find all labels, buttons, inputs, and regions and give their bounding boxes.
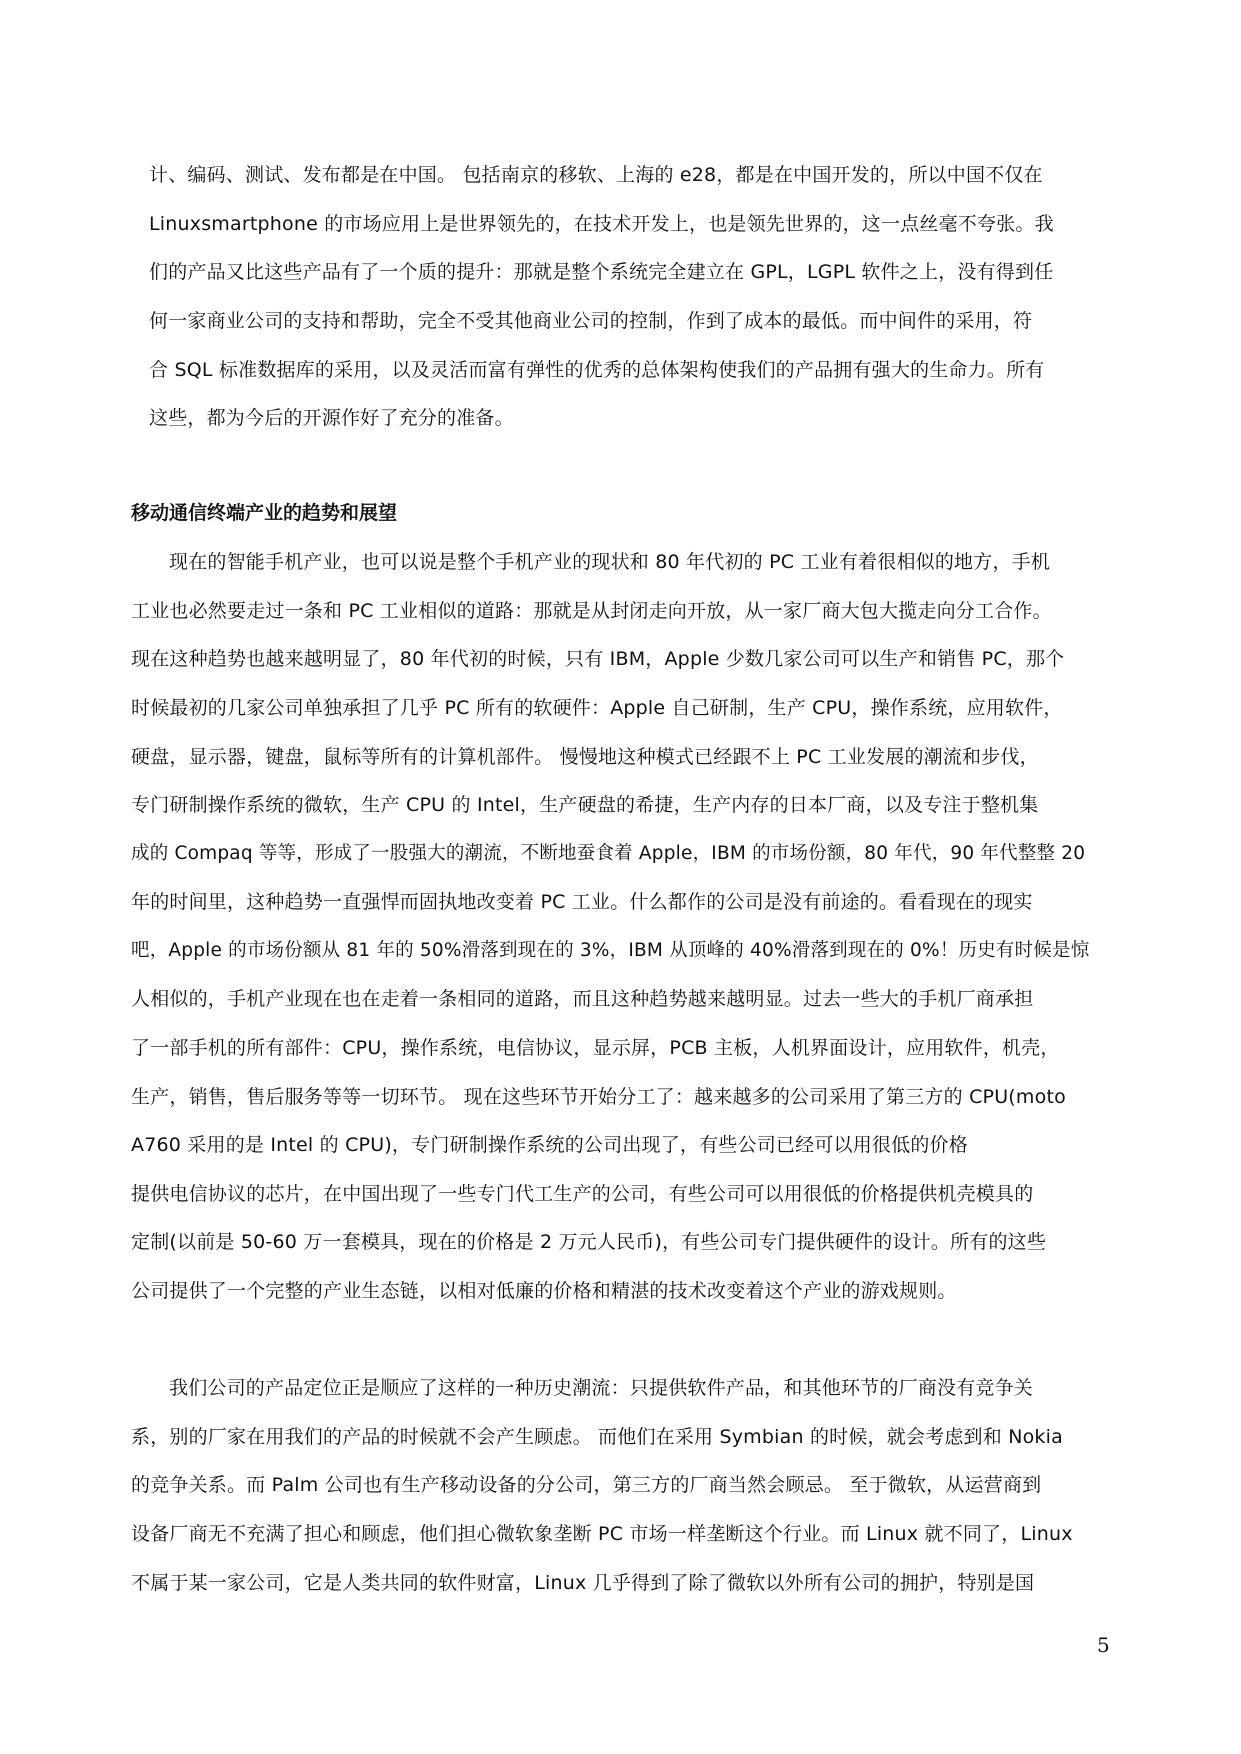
text-line: 硬盘，显示器，键盘，鼠标等所有的计算机部件。 慢慢地这种模式已经跟不上 PC 工业发展的潮流和步伐， bbox=[131, 746, 1039, 768]
text-line: 这些，都为今后的开源作好了充分的准备。 bbox=[149, 407, 514, 429]
text-line: 年的时间里，这种趋势一直强悍而固执地改变着 PC 工业。什么都作的公司是没有前途的。看看现在的现实 bbox=[131, 891, 1033, 913]
text-line: 生产，销售，售后服务等等一切环节。 现在这些环节开始分工了：越来越多的公司采用了第三方的 CPU(moto bbox=[131, 1086, 1066, 1108]
text-line: 设备厂商无不充满了担心和顾虑，他们担心微软象垄断 PC 市场一样垄断这个行业。而 Linux 就不同了，Linux bbox=[131, 1523, 1073, 1545]
text-line: 提供电信协议的芯片，在中国出现了一些专门代工生产的公司，有些公司可以用很低的价格提供机壳模具的 bbox=[131, 1183, 1034, 1205]
text-line: 不属于某一家公司，它是人类共同的软件财富，Linux 几乎得到了除了微软以外所有公司的拥护，特别是国 bbox=[131, 1572, 1035, 1594]
text-line: 吧，Apple 的市场份额从 81 年的 50%滑落到现在的 3%，IBM 从顶峰的 40%滑落到现在的 0%！历史有时候是惊 bbox=[131, 940, 1090, 961]
text-line: 专门研制操作系统的微软，生产 CPU 的 Intel，生产硬盘的希捷，生产内存的日本厂商，以及专注于整机集 bbox=[131, 794, 1039, 816]
text-line: 成的 Compaq 等等，形成了一股强大的潮流，不断地蚕食着 Apple，IBM 的市场份额，80 年代，90 年代整整 20 bbox=[131, 843, 1086, 864]
text-line: 的竞争关系。而 Palm 公司也有生产移动设备的分公司，第三方的厂商当然会顾忌。 至于微软，从运营商到 bbox=[131, 1474, 1042, 1496]
text-line: 人相似的，手机产业现在也在走着一条相同的道路，而且这种趋势越来越明显。过去一些大的手机厂商承担 bbox=[131, 988, 1034, 1010]
text-line: 何一家商业公司的支持和帮助，完全不受其他商业公司的控制，作到了成本的最低。而中间件的采用，符 bbox=[149, 310, 1033, 332]
text-line: 计、编码、测试、发布都是在中国。 包括南京的移软、上海的 e28，都是在中国开发的，所以中国不仅在 bbox=[149, 164, 1043, 186]
text-line: 我们公司的产品定位正是顺应了这样的一种历史潮流：只提供软件产品，和其他环节的厂商没有竞争关 bbox=[169, 1377, 1034, 1399]
text-line: 系，别的厂家在用我们的产品的时候就不会产生顾虑。 而他们在采用 Symbian 的时候，就会考虑到和 Nokia bbox=[131, 1426, 1063, 1448]
text-line: 时候最初的几家公司单独承担了几乎 PC 所有的软硬件：Apple 自己研制，生产 CPU，操作系统，应用软件， bbox=[131, 697, 1063, 719]
page-number: 5 bbox=[1097, 1633, 1110, 1657]
text-line: 定制(以前是 50-60 万一套模具，现在的价格是 2 万元人民币)，有些公司专门提供硬件的设计。所有的这些 bbox=[131, 1231, 1047, 1253]
text-line: Linuxsmartphone 的市场应用上是世界领先的，在技术开发上，也是领先世界的，这一点丝毫不夸张。我 bbox=[149, 213, 1054, 235]
text-line: 们的产品又比这些产品有了一个质的提升：那就是整个系统完全建立在 GPL，LGPL 软件之上，没有得到任 bbox=[149, 261, 1054, 283]
text-line: 了一部手机的所有部件：CPU，操作系统，电信协议，显示屏，PCB 主板，人机界面设计，应用软件，机壳， bbox=[131, 1037, 1060, 1059]
text-line: 合 SQL 标准数据库的采用，以及灵活而富有弹性的优秀的总体架构使我们的产品拥有强大的生命力。所有 bbox=[149, 359, 1045, 381]
text-line: A760 采用的是 Intel 的 CPU)，专门研制操作系统的公司出现了，有些公司已经可以用很低的价格 bbox=[131, 1134, 968, 1156]
text-line: 公司提供了一个完整的产业生态链，以相对低廉的价格和精湛的技术改变着这个产业的游戏规则。 bbox=[131, 1280, 957, 1302]
text-line: 现在这种趋势也越来越明显了，80 年代初的时候，只有 IBM，Apple 少数几家公司可以生产和销售 PC，那个 bbox=[131, 648, 1065, 670]
text-line: 现在的智能手机产业，也可以说是整个手机产业的现状和 80 年代初的 PC 工业有着很相似的地方，手机 bbox=[169, 551, 1051, 573]
text-line: 工业也必然要走过一条和 PC 工业相似的道路：那就是从封闭走向开放，从一家厂商大包大揽走向分工合作。 bbox=[131, 600, 1052, 622]
section-heading: 移动通信终端产业的趋势和展望 bbox=[131, 502, 398, 524]
